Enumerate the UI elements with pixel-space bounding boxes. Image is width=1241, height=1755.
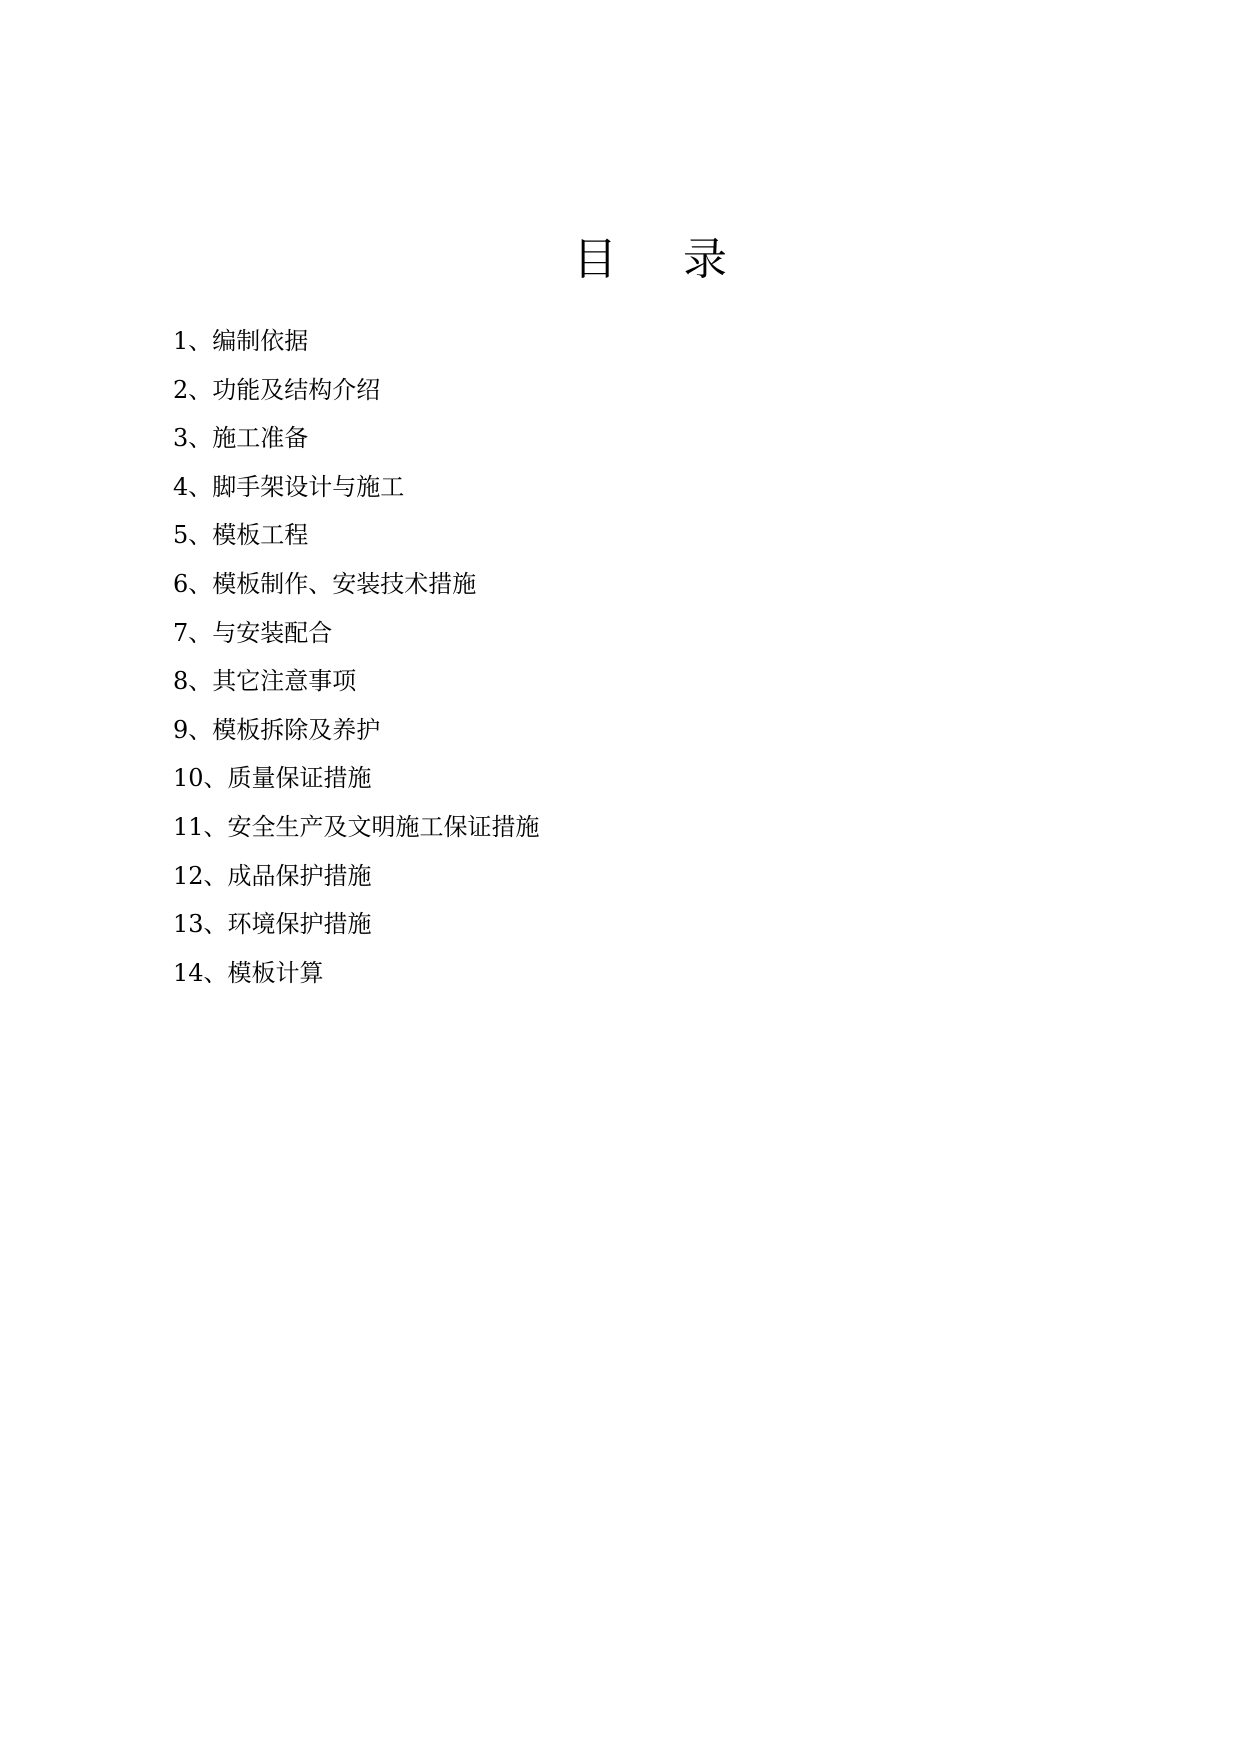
toc-item-number: 11 <box>173 812 204 841</box>
toc-item-text: 功能及结构介绍 <box>212 375 381 404</box>
toc-item-number: 8 <box>173 667 189 696</box>
toc-item: 9、模板拆除及养护 <box>173 715 381 744</box>
toc-item: 11、安全生产及文明施工保证措施 <box>173 812 540 841</box>
toc-item: 8、其它注意事项 <box>173 667 357 696</box>
toc-item-text: 模板工程 <box>212 521 309 550</box>
toc-item: 1、编制依据 <box>173 327 309 355</box>
toc-item-text: 模板制作、安装技术措施 <box>212 569 477 598</box>
toc-item-text: 安全生产及文明施工保证措施 <box>227 812 540 841</box>
toc-item-text: 质量保证措施 <box>227 764 372 793</box>
toc-item-text: 施工准备 <box>212 424 309 453</box>
toc-item-number: 5 <box>173 521 189 550</box>
toc-item: 12、成品保护措施 <box>173 861 372 890</box>
toc-item-text: 脚手架设计与施工 <box>212 472 405 501</box>
toc-item-text: 模板计算 <box>227 958 324 987</box>
toc-list <box>173 323 540 1003</box>
toc-item: 4、脚手架设计与施工 <box>173 472 405 501</box>
toc-item-number: 13 <box>173 910 204 939</box>
toc-item-text: 其它注意事项 <box>212 667 357 696</box>
toc-item: 2、功能及结构介绍 <box>173 375 381 404</box>
toc-item-number: 9 <box>173 715 189 744</box>
toc-item-text: 环境保护措施 <box>227 910 372 939</box>
toc-item-number: 1 <box>173 327 189 355</box>
toc-item: 6、模板制作、安装技术措施 <box>173 569 477 598</box>
toc-item: 7、与安装配合 <box>173 618 333 647</box>
toc-item-number: 3 <box>173 424 189 453</box>
toc-title: 目 录 <box>573 234 753 285</box>
toc-item-text: 模板拆除及养护 <box>212 715 381 744</box>
toc-item-number: 4 <box>173 472 189 501</box>
toc-item: 13、环境保护措施 <box>173 910 372 939</box>
toc-item: 3、施工准备 <box>173 424 309 453</box>
toc-item: 5、模板工程 <box>173 521 309 550</box>
toc-item-number: 10 <box>173 764 204 793</box>
toc-item-number: 6 <box>173 569 189 598</box>
toc-item: 10、质量保证措施 <box>173 764 372 793</box>
toc-item-number: 2 <box>173 375 189 404</box>
toc-item: 14、模板计算 <box>173 958 324 987</box>
toc-item-text: 与安装配合 <box>212 618 333 647</box>
toc-item-number: 12 <box>173 861 204 890</box>
toc-item-text: 编制依据 <box>212 327 309 355</box>
toc-item-number: 14 <box>173 958 204 987</box>
toc-item-text: 成品保护措施 <box>227 861 372 890</box>
toc-item-number: 7 <box>173 618 189 647</box>
